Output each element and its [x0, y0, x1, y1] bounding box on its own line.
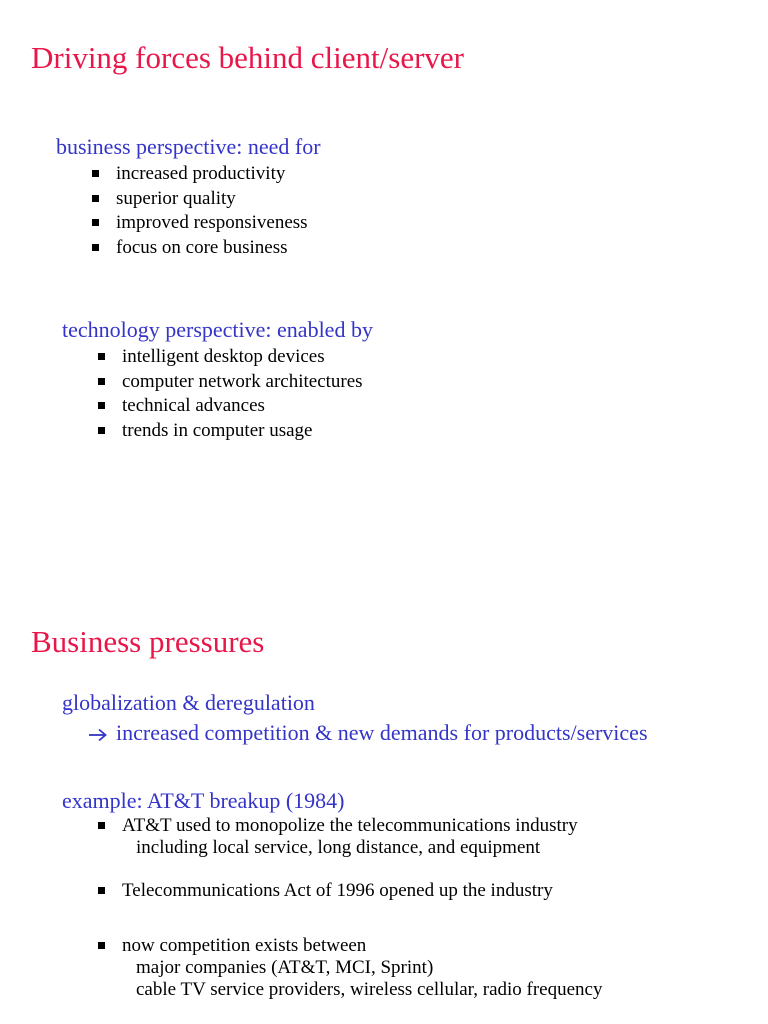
- list-item: intelligent desktop devices: [98, 345, 363, 370]
- example-list: [98, 880, 553, 902]
- bullet-icon: [98, 353, 105, 360]
- bullet-icon: [92, 170, 99, 177]
- technology-perspective-list: [98, 345, 363, 443]
- bullet-icon: [98, 887, 105, 894]
- list-item: technical advances: [98, 394, 363, 419]
- bullet-icon: [92, 219, 99, 226]
- bullet-icon: [98, 378, 105, 385]
- list-item: improved responsiveness: [92, 211, 308, 236]
- section2-title: Business pressures: [31, 624, 265, 659]
- bullet-icon: [92, 244, 99, 251]
- list-item: superior quality: [92, 187, 308, 212]
- list-item: computer network architectures: [98, 370, 363, 395]
- business-perspective-heading: business perspective: need for: [56, 134, 321, 159]
- example-list: [98, 935, 602, 1001]
- right-arrow-icon: [88, 722, 108, 748]
- bullet-icon: [98, 822, 105, 829]
- list-item: trends in computer usage: [98, 419, 363, 444]
- technology-perspective-heading: technology perspective: enabled by: [62, 317, 373, 342]
- list-item: focus on core business: [92, 236, 308, 261]
- list-item: AT&T used to monopolize the telecommunications industry including local service, long distance, and equipment: [98, 815, 578, 859]
- example-heading: example: AT&T breakup (1984): [62, 788, 345, 813]
- list-item: increased productivity: [92, 162, 308, 187]
- business-perspective-list: [92, 162, 308, 260]
- bullet-icon: [98, 427, 105, 434]
- list-item: Telecommunications Act of 1996 opened up the industry: [98, 880, 553, 902]
- bullet-icon: [98, 402, 105, 409]
- section1-title: Driving forces behind client/server: [31, 40, 464, 75]
- bullet-icon: [92, 195, 99, 202]
- bullet-icon: [98, 942, 105, 949]
- list-item: now competition exists between major companies (AT&T, MCI, Sprint) cable TV service providers, wireless cellular, radio frequency: [98, 935, 602, 1001]
- result-line: increased competition & new demands for products/services: [88, 720, 648, 748]
- globalization-heading: globalization & deregulation: [62, 690, 315, 715]
- example-list: [98, 815, 578, 859]
